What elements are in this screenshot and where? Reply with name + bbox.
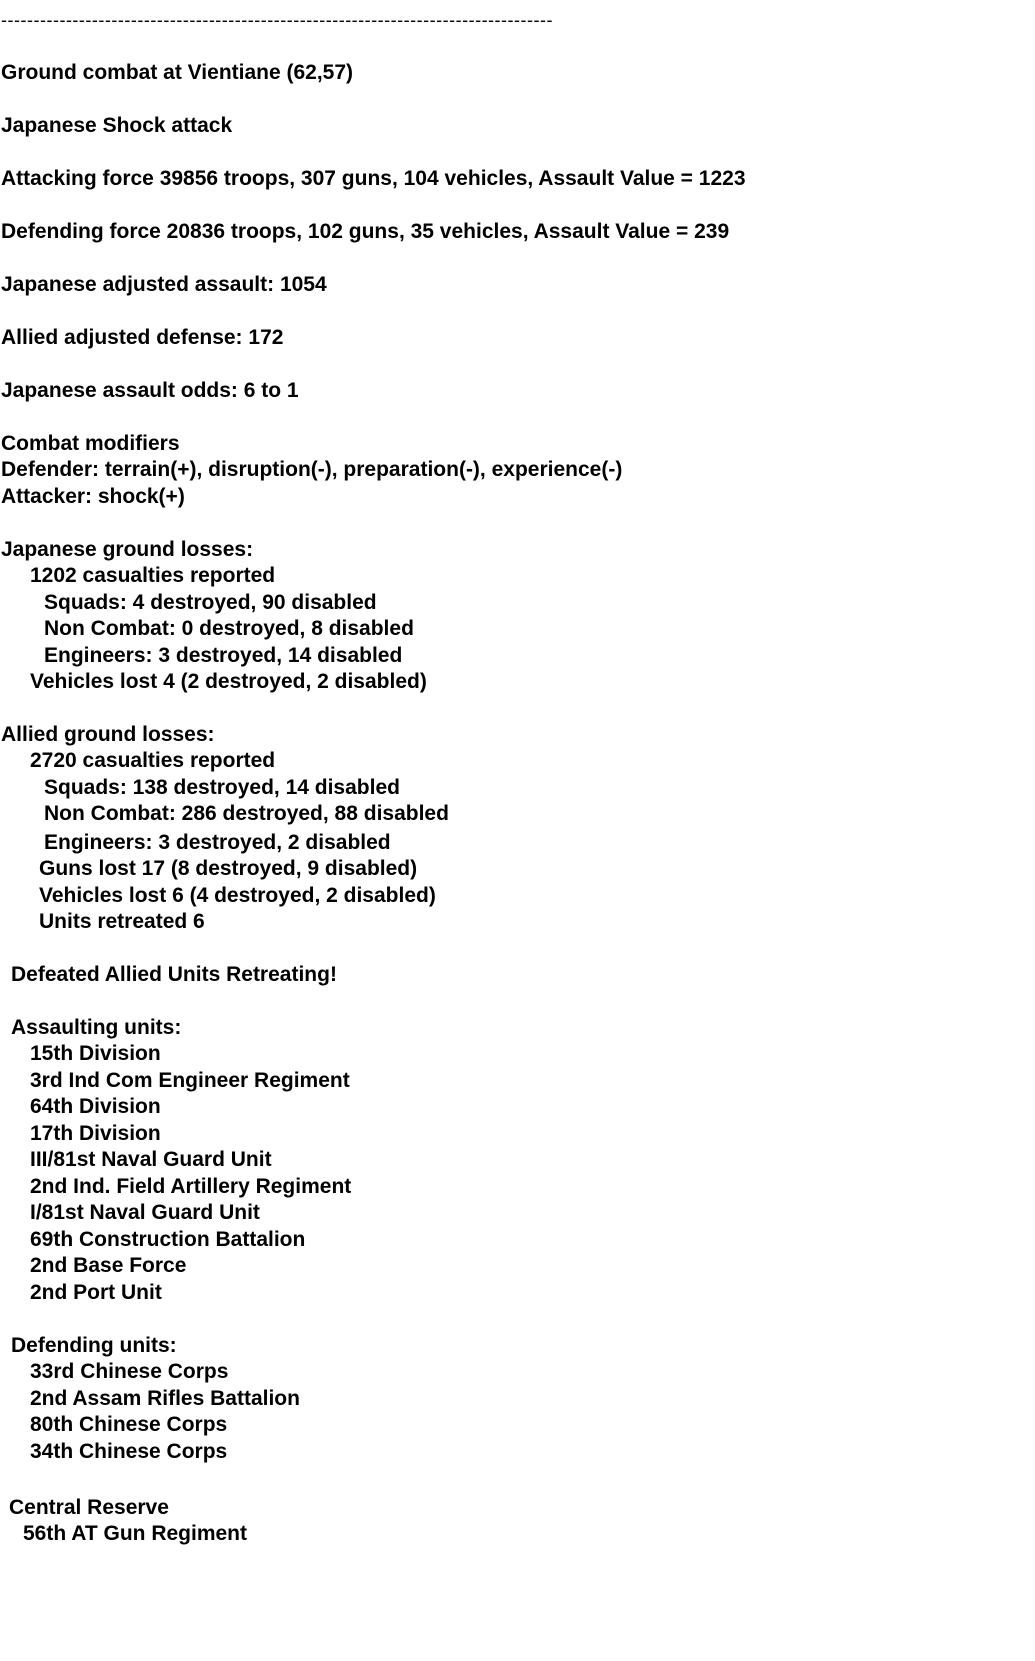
- japanese-adjusted-assault: Japanese adjusted assault: 1054: [1, 273, 327, 296]
- allied-guns: Guns lost 17 (8 destroyed, 9 disabled): [39, 857, 418, 880]
- japanese-vehicles: Vehicles lost 4 (2 destroyed, 2 disabled): [30, 670, 427, 693]
- japanese-non-combat: Non Combat: 0 destroyed, 8 disabled: [44, 617, 414, 640]
- assaulting-unit: 17th Division: [30, 1122, 161, 1145]
- allied-losses-heading: Allied ground losses:: [1, 723, 215, 746]
- combat-title: Ground combat at Vientiane (62,57): [1, 61, 354, 84]
- assaulting-unit: 2nd Ind. Field Artillery Regiment: [30, 1175, 352, 1198]
- defending-unit: 2nd Assam Rifles Battalion: [30, 1387, 300, 1410]
- assaulting-unit: 15th Division: [30, 1042, 161, 1065]
- defending-unit: 80th Chinese Corps: [30, 1413, 228, 1436]
- japanese-squads: Squads: 4 destroyed, 90 disabled: [44, 591, 377, 614]
- attacking-force: Attacking force 39856 troops, 307 guns, 104 vehicles, Assault Value = 1223: [1, 167, 746, 190]
- assaulting-unit: 2nd Base Force: [30, 1254, 187, 1277]
- central-reserve-heading: Central Reserve: [9, 1496, 169, 1519]
- japanese-casualties: 1202 casualties reported: [30, 564, 276, 587]
- allied-units-retreated: Units retreated 6: [39, 910, 205, 933]
- allied-vehicles: Vehicles lost 6 (4 destroyed, 2 disabled): [39, 884, 436, 907]
- assaulting-unit: III/81st Naval Guard Unit: [30, 1148, 272, 1171]
- japanese-engineers: Engineers: 3 destroyed, 14 disabled: [44, 644, 403, 667]
- assaulting-unit: 2nd Port Unit: [30, 1281, 162, 1304]
- assaulting-unit: 3rd Ind Com Engineer Regiment: [30, 1069, 350, 1092]
- separator-line: -------------------------------------------------------------------------------------: [1, 10, 554, 30]
- assaulting-unit: 69th Construction Battalion: [30, 1228, 306, 1251]
- defending-unit: 34th Chinese Corps: [30, 1440, 228, 1463]
- allied-adjusted-defense: Allied adjusted defense: 172: [1, 326, 284, 349]
- allied-casualties: 2720 casualties reported: [30, 749, 276, 772]
- defending-units-heading: Defending units:: [11, 1334, 177, 1357]
- combat-result: Defeated Allied Units Retreating!: [11, 963, 337, 986]
- assault-odds: Japanese assault odds: 6 to 1: [1, 379, 299, 402]
- defender-modifiers: Defender: terrain(+), disruption(-), preparation(-), experience(-): [1, 458, 623, 481]
- allied-squads: Squads: 138 destroyed, 14 disabled: [44, 776, 400, 799]
- attack-type: Japanese Shock attack: [1, 114, 233, 137]
- allied-non-combat: Non Combat: 286 destroyed, 88 disabled: [44, 802, 449, 825]
- defending-unit: 33rd Chinese Corps: [30, 1360, 229, 1383]
- defending-force: Defending force 20836 troops, 102 guns, 35 vehicles, Assault Value = 239: [1, 220, 730, 243]
- assaulting-unit: 64th Division: [30, 1095, 161, 1118]
- assaulting-units-heading: Assaulting units:: [11, 1016, 182, 1039]
- attacker-modifiers: Attacker: shock(+): [1, 485, 185, 508]
- combat-modifiers-heading: Combat modifiers: [1, 432, 180, 455]
- japanese-losses-heading: Japanese ground losses:: [1, 538, 254, 561]
- allied-engineers: Engineers: 3 destroyed, 2 disabled: [44, 831, 391, 854]
- assaulting-unit: I/81st Naval Guard Unit: [30, 1201, 260, 1224]
- central-reserve-unit: 56th AT Gun Regiment: [23, 1522, 248, 1545]
